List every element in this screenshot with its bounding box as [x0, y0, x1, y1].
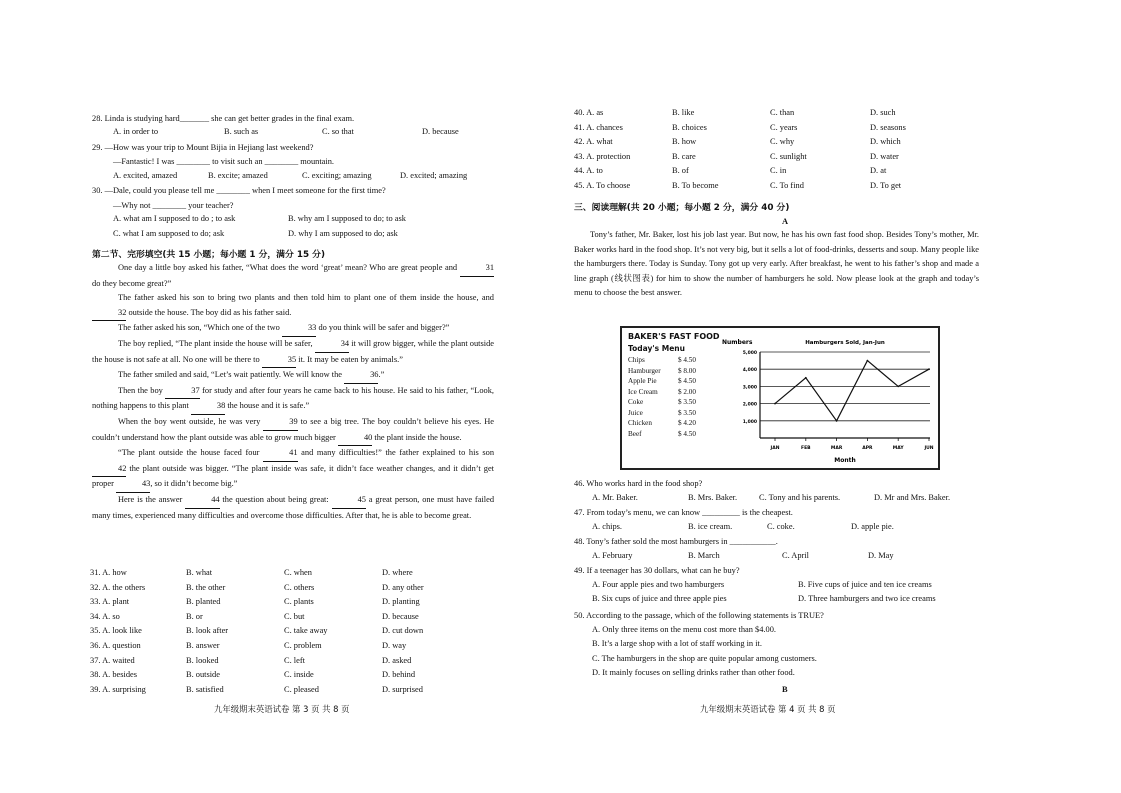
- option-cell: D. planting: [382, 597, 420, 607]
- option-cell: 41. A. chances: [574, 122, 623, 132]
- option-cell: B. of: [672, 166, 689, 176]
- option-cell: C. why: [770, 137, 795, 147]
- cloze-paragraph: [92, 446, 494, 493]
- cloze-text: One day a little boy asked his father, “What does the word ‘great’ mean? Who are great people and: [118, 263, 460, 272]
- option-cell: D. because: [382, 611, 419, 621]
- question-29-reply: —Fantastic! I was ________ to visit such an ________ mountain.: [113, 157, 334, 166]
- option-cell: D. behind: [382, 670, 416, 680]
- menu-subtitle: Today's Menu: [628, 344, 685, 353]
- option-cell: B. look after: [186, 626, 229, 636]
- question-48-option: D. May: [868, 550, 894, 560]
- cloze-paragraph: [92, 493, 494, 523]
- question-48-option: A. February: [592, 550, 633, 560]
- cloze-text: the plant inside the house.: [372, 432, 462, 442]
- section-title-reading: 三、阅读理解(共 20 小题；每小题 2 分，满分 40 分): [574, 203, 790, 213]
- option-cell: B. answer: [186, 640, 220, 650]
- cloze-blank-42: 42: [92, 462, 126, 478]
- option-row: [90, 612, 510, 627]
- cloze-text: a great person, one must have failed many times, experienced many difficulties and overcome those difficulties. After that, he is able to become great.: [92, 494, 495, 520]
- menu-item: [628, 430, 723, 441]
- option-cell: 39. A. surprising: [90, 684, 146, 694]
- x-tick-label: JUN: [924, 446, 934, 451]
- question-30-reply: —Why not ________ your teacher?: [113, 201, 234, 210]
- cloze-blank-37: 37: [165, 384, 199, 400]
- q28-option-a: A. in order to: [113, 127, 159, 136]
- cloze-blank-38: 38: [191, 399, 225, 415]
- option-cell: 42. A. what: [574, 137, 613, 147]
- q28-option-c: C. so that: [322, 127, 354, 136]
- option-row: [90, 670, 510, 685]
- q29-option-d: D. excited; amazing: [400, 171, 468, 180]
- menu-item-name: Chips: [628, 356, 645, 364]
- option-row: [574, 123, 994, 138]
- question-47-option: D. apple pie.: [851, 521, 894, 531]
- question-46: 46. Who works hard in the food shop?: [574, 479, 703, 488]
- option-cell: B. To become: [672, 180, 719, 190]
- question-46-option: D. Mr and Mrs. Baker.: [874, 492, 951, 502]
- option-cell: 34. A. so: [90, 611, 120, 621]
- option-row: [90, 656, 510, 671]
- option-cell: C. in: [770, 166, 787, 176]
- option-cell: C. others: [284, 582, 315, 592]
- q28-option-d: D. because: [422, 127, 459, 136]
- option-cell: C. problem: [284, 640, 322, 650]
- cloze-text: do they become great?”: [92, 278, 172, 288]
- question-28: 28. Linda is studying hard_______ she can get better grades in the final exam.: [92, 114, 355, 123]
- cloze-text: The father smiled and said, “Let’s wait patiently. We will know the: [118, 370, 345, 380]
- q29-option-c: C. exciting; amazing: [302, 171, 372, 180]
- option-row: [90, 626, 510, 641]
- cloze-blank-36: 36: [344, 368, 378, 384]
- option-row: [574, 166, 994, 181]
- question-50-option: D. It mainly focuses on selling drinks rather than other food.: [592, 668, 795, 677]
- q30-option-c: C. what I am supposed to do; ask: [113, 229, 225, 238]
- option-cell: 43. A. protection: [574, 151, 631, 161]
- q28-option-b: B. such as: [224, 127, 259, 136]
- question-46-option: A. Mr. Baker.: [592, 492, 638, 502]
- menu-item: [628, 398, 723, 409]
- cloze-blank-44: 44: [185, 493, 219, 509]
- cloze-text: the question about being great:: [219, 494, 332, 504]
- menu-item-name: Apple Pie: [628, 377, 657, 385]
- data-point: [928, 368, 930, 370]
- cloze-paragraph: [92, 337, 494, 368]
- option-cell: C. take away: [284, 626, 328, 636]
- x-tick-label: APR: [862, 446, 873, 451]
- option-cell: 36. A. question: [90, 640, 141, 650]
- option-cell: D. seasons: [870, 122, 906, 132]
- menu-item-name: Chicken: [628, 419, 652, 427]
- menu-item: [628, 388, 723, 399]
- option-cell: C. when: [284, 568, 312, 577]
- question-47-option: A. chips.: [592, 521, 623, 531]
- menu-list: [628, 356, 723, 440]
- cloze-text: the plant outside was bigger. “The plant inside was safe, it didn’t face weather changes, and it didn’t get proper: [92, 463, 494, 489]
- menu-item-name: Juice: [628, 408, 643, 417]
- cloze-text: When the boy went outside, he was very: [118, 416, 264, 426]
- option-cell: 38. A. besides: [90, 670, 137, 680]
- option-cell: B. the other: [186, 582, 226, 592]
- left-page: [0, 0, 540, 793]
- cloze-text: the house and it is safe.”: [225, 401, 310, 411]
- cloze-text: , so it didn’t become big.”: [150, 479, 238, 489]
- question-47-option: B. ice cream.: [688, 521, 733, 531]
- cloze-paragraph: [92, 415, 494, 446]
- cloze-blank-35: 35: [262, 353, 296, 369]
- q29-option-a: A. excited, amazed: [113, 171, 178, 180]
- cloze-blank-32: 32: [92, 306, 126, 322]
- question-46-option: C. Tony and his parents.: [759, 492, 841, 502]
- option-cell: B. outside: [186, 670, 220, 680]
- option-cell: C. pleased: [284, 684, 319, 694]
- menu-item-price: $ 3.50: [678, 398, 696, 406]
- cloze-blank-45: 45: [332, 493, 366, 509]
- cloze-text: outside the house. The boy did as his father said.: [126, 307, 292, 317]
- menu-item-price: $ 3.50: [678, 408, 696, 417]
- option-cell: C. than: [770, 108, 795, 117]
- cloze-blank-33: 33: [282, 321, 316, 337]
- y-tick-label: 5,000: [742, 351, 757, 356]
- question-49-option: B. Six cups of juice and three apple pies: [592, 594, 727, 603]
- data-point: [897, 386, 899, 388]
- question-48-option: B. March: [688, 550, 720, 560]
- question-47: 47. From today’s menu, we can know _________ is the cheapest.: [574, 508, 793, 517]
- option-cell: B. looked: [186, 655, 219, 665]
- cloze-text: for study and after four years he came back to his house. He said to his father, “Look, nothing happens to this plant: [92, 385, 494, 411]
- cloze-text: The father asked his son to bring two plants and then told him to plant one of them inside the house, and: [118, 293, 494, 303]
- option-cell: B. like: [672, 108, 695, 117]
- question-47-option: C. coke.: [767, 521, 795, 531]
- cloze-text: The father asked his son, “Which one of the two: [118, 323, 282, 333]
- x-tick-label: FEB: [801, 446, 811, 451]
- option-cell: D. surprised: [382, 684, 423, 694]
- hamburgers-line-chart: [720, 330, 935, 465]
- option-cell: 40. A. as: [574, 108, 604, 117]
- y-tick-label: 2,000: [742, 402, 757, 408]
- option-row: [90, 685, 510, 700]
- option-cell: B. planted: [186, 597, 221, 607]
- question-49-option: B. Five cups of juice and ten ice creams: [798, 579, 932, 589]
- section-title-cloze: 第二节、完形填空(共 15 小题；每小题 1 分，满分 15 分): [92, 250, 325, 260]
- option-cell: 44. A. to: [574, 166, 603, 176]
- question-49-option: A. Four apple pies and two hamburgers: [592, 579, 725, 589]
- option-cell: D. which: [870, 137, 901, 147]
- cloze-blank-41: 41: [263, 446, 297, 462]
- data-point: [774, 403, 776, 405]
- menu-item-price: $ 2.00: [678, 387, 696, 396]
- menu-and-chart-figure: [620, 326, 940, 470]
- question-29: 29. —How was your trip to Mount Bijia in Hejiang last weekend?: [92, 143, 314, 152]
- option-cell: D. any other: [382, 582, 424, 592]
- option-cell: 37. A. waited: [90, 655, 135, 665]
- option-cell: C. To find: [770, 180, 804, 190]
- menu-item-name: Coke: [628, 398, 644, 406]
- question-50: 50. According to the passage, which of the following statements is TRUE?: [574, 611, 824, 620]
- menu-item-price: $ 8.00: [678, 366, 696, 375]
- option-row: [90, 583, 510, 598]
- cloze-text: .”: [378, 370, 385, 380]
- data-point: [836, 420, 838, 422]
- series-line: [775, 361, 929, 421]
- option-cell: C. years: [770, 122, 798, 132]
- cloze-paragraph: [92, 384, 494, 415]
- option-row: [574, 108, 994, 123]
- menu-item: [628, 356, 723, 367]
- menu-item-price: $ 4.20: [678, 419, 696, 427]
- cloze-blank-40: 40: [338, 431, 372, 447]
- option-cell: C. left: [284, 655, 305, 665]
- page-footer-right: 九年级期末英语试卷 第 4 页 共 8 页: [700, 704, 836, 714]
- question-48-option: C. April: [782, 550, 809, 560]
- menu-item: [628, 419, 723, 430]
- option-cell: B. what: [186, 568, 213, 577]
- option-cell: 35. A. look like: [90, 626, 142, 636]
- cloze-blank-43: 43: [116, 477, 150, 493]
- cloze-paragraph: [92, 291, 494, 321]
- option-cell: B. care: [672, 151, 696, 161]
- option-cell: 32. A. the others: [90, 582, 146, 592]
- question-50-option: B. It’s a large shop with a lot of staff working in it.: [592, 639, 762, 648]
- cloze-text: do you think will be safer and bigger?”: [316, 323, 450, 333]
- menu-item-name: Ice Cream: [628, 387, 658, 396]
- menu-item: [628, 367, 723, 378]
- option-cell: B. or: [186, 611, 203, 621]
- option-row: [574, 137, 994, 152]
- data-point: [867, 360, 869, 362]
- cloze-paragraph: [92, 321, 494, 337]
- option-cell: D. asked: [382, 655, 412, 665]
- question-49: 49. If a teenager has 30 dollars, what can he buy?: [574, 566, 740, 575]
- cloze-options-31-39: [90, 568, 510, 699]
- x-tick-label: MAY: [892, 446, 904, 451]
- part-a-label: A: [782, 217, 789, 226]
- option-cell: D. such: [870, 108, 896, 117]
- option-cell: D. way: [382, 640, 407, 650]
- cloze-text: to see a big tree. The boy couldn’t believe his eyes. He couldn’t understand how the plant outside was able to grow much bigger: [92, 416, 495, 442]
- cloze-blank-31: 31: [460, 261, 494, 277]
- x-axis-label: Month: [834, 457, 856, 464]
- reading-passage-a: Tony’s father, Mr. Baker, lost his job last year. But now, he has his own fast food shop. Besides Tony’s mother, Mr. Baker works hard in the food shop. It’s not very big, but it sells a lot of food-drinks, desserts and soup. Many people like the hamburgers there. Today is Sunday. Tony got up very early. After breakfast, he went to his father’s shop and made a line graph (线状图表) for him to show the number of hamburgers he sold. Now please look at the graph and today’s menu to choose the best answer.: [574, 230, 979, 298]
- option-cell: C. plants: [284, 597, 314, 607]
- cloze-options-40-45: [574, 108, 994, 196]
- cloze-text: it will grow bigger, while the plant outside the house is not safe at all. No one will be there to: [92, 338, 494, 364]
- question-46-option: B. Mrs. Baker.: [688, 492, 738, 502]
- x-tick-label: MAR: [830, 446, 843, 451]
- option-row: [90, 597, 510, 612]
- option-cell: B. choices: [672, 122, 707, 132]
- option-cell: 33. A. plant: [90, 597, 130, 607]
- cloze-blank-39: 39: [263, 415, 297, 431]
- data-point: [805, 377, 807, 379]
- question-50-option: C. The hamburgers in the shop are quite popular among customers.: [592, 653, 817, 663]
- option-cell: B. satisfied: [186, 684, 224, 694]
- option-cell: 31. A. how: [90, 568, 127, 577]
- question-48: 48. Tony’s father sold the most hamburgers in ___________.: [574, 537, 778, 546]
- page-footer-left: 九年级期末英语试卷 第 3 页 共 8 页: [214, 704, 350, 714]
- menu-item-name: Hamburger: [628, 366, 661, 375]
- option-cell: 45. A. To choose: [574, 180, 631, 190]
- cloze-paragraph: [92, 261, 494, 291]
- menu-item-price: $ 4.50: [678, 356, 696, 364]
- chart-title: Hamburgers Sold, Jan-Jun: [805, 340, 885, 346]
- option-cell: D. at: [870, 166, 887, 176]
- option-row: [90, 641, 510, 656]
- option-cell: D. To get: [870, 180, 902, 190]
- cloze-passage: [92, 261, 494, 523]
- menu-title: BAKER'S FAST FOOD: [628, 332, 720, 341]
- cloze-text: Then the boy: [118, 385, 166, 395]
- q30-option-a: A. what am I supposed to do ; to ask: [113, 214, 236, 223]
- cloze-text: Here is the answer: [118, 494, 186, 504]
- option-cell: B. how: [672, 137, 697, 147]
- question-49-option: D. Three hamburgers and two ice creams: [798, 594, 936, 603]
- menu-item: [628, 409, 723, 420]
- cloze-paragraph: [92, 368, 494, 384]
- menu-item-price: $ 4.50: [678, 377, 696, 385]
- option-row: [90, 568, 510, 583]
- cloze-text: “The plant outside the house faced four: [118, 448, 264, 458]
- cloze-blank-34: 34: [315, 337, 349, 353]
- y-tick-label: 1,000: [742, 419, 757, 425]
- option-cell: C. inside: [284, 670, 314, 680]
- cloze-text: The boy replied, “The plant inside the house will be safer,: [118, 338, 315, 348]
- option-cell: C. sunlight: [770, 151, 807, 161]
- q30-option-b: B. why am I supposed to do; to ask: [288, 214, 406, 223]
- menu-item-name: Beef: [628, 429, 642, 438]
- option-cell: D. cut down: [382, 626, 424, 636]
- part-b-label: B: [782, 685, 788, 694]
- option-cell: D. water: [870, 151, 899, 161]
- option-row: [574, 152, 994, 167]
- option-cell: D. where: [382, 568, 413, 577]
- q29-option-b: B. excite; amazed: [208, 171, 268, 180]
- option-row: [574, 181, 994, 196]
- menu-item-price: $ 4.50: [678, 429, 696, 438]
- question-50-option: A. Only three items on the menu cost more than $4.00.: [592, 624, 776, 634]
- y-axis-label: Numbers: [722, 339, 753, 346]
- cloze-text: it. It may be eaten by animals.”: [296, 354, 403, 364]
- option-cell: C. but: [284, 611, 305, 621]
- q30-option-d: D. why I am supposed to do; ask: [288, 229, 398, 238]
- menu-item: [628, 377, 723, 388]
- cloze-text: and many difficulties!” the father explained to his son: [297, 448, 495, 458]
- question-30: 30. —Dale, could you please tell me ________ when I meet someone for the first time?: [92, 186, 386, 195]
- y-tick-label: 4,000: [742, 368, 757, 374]
- x-tick-label: JAN: [770, 446, 780, 451]
- y-tick-label: 3,000: [742, 385, 757, 391]
